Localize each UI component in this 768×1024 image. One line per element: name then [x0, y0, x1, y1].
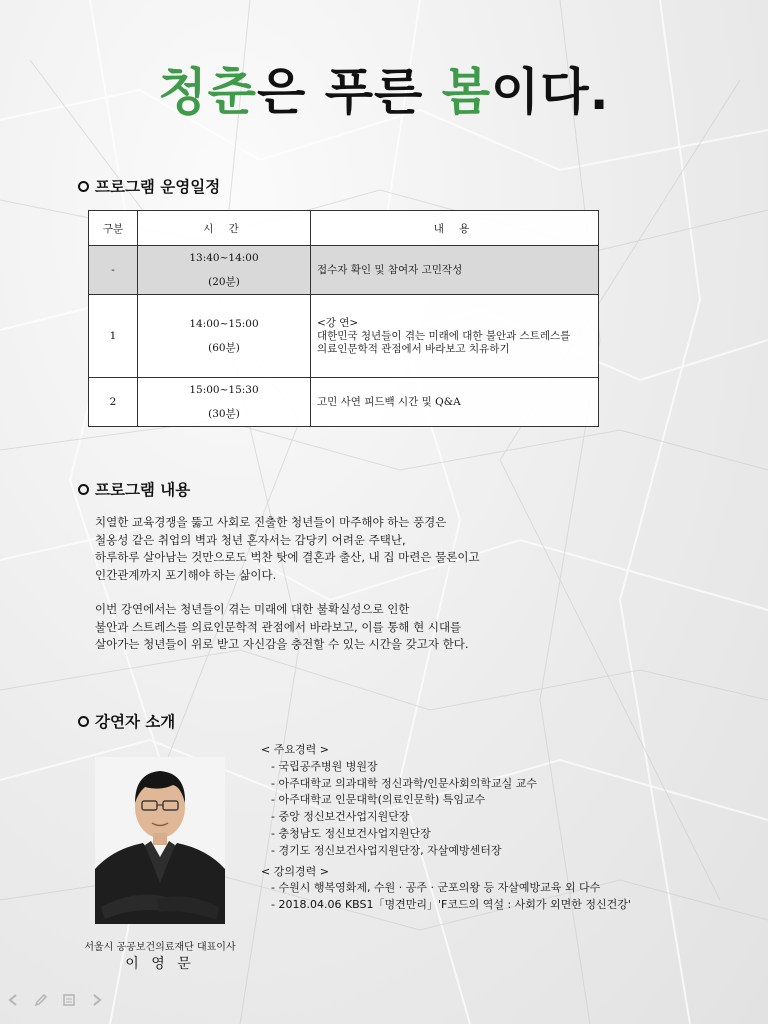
row-time	[138, 378, 311, 427]
list-item: - 국립공주병원 병원장	[271, 759, 378, 773]
row-duration: (30분)	[208, 408, 240, 420]
table-header-row	[89, 211, 599, 246]
content-heading-text: 프로그램 내용	[95, 481, 191, 499]
row-number: -	[89, 246, 138, 295]
title-part-2: 은 푸른	[256, 63, 442, 121]
table-row	[89, 378, 599, 427]
list-item: - 충청남도 정신보건사업지원단장	[271, 826, 431, 840]
row-time-range: 14:00~15:00	[189, 318, 259, 330]
row-content-line: 의료인문학적 관점에서 바라보고 치유하기	[317, 342, 510, 355]
description-line: 인간관계까지 포기해야 하는 삶이다.	[95, 567, 277, 582]
speaker-photo	[95, 757, 225, 924]
table-row	[89, 295, 599, 378]
row-time	[138, 295, 311, 378]
description-paragraph-1	[95, 514, 615, 584]
menu-icon[interactable]	[62, 992, 76, 1006]
career-list	[261, 759, 761, 860]
row-number: 1	[89, 295, 138, 378]
title-part-4: 이다.	[491, 63, 610, 121]
speaker-heading	[78, 710, 175, 732]
description-line: 치열한 교육경쟁을 뚫고 사회로 진출한 청년들이 마주해야 하는 풍경은	[95, 515, 447, 529]
slide-next-icon[interactable]	[90, 992, 104, 1006]
row-content-line: <강 연>	[317, 316, 359, 329]
circle-bullet-icon	[78, 484, 89, 495]
header-content: 내 용	[311, 211, 599, 246]
row-content	[311, 295, 599, 378]
header-category: 구분	[89, 211, 138, 246]
career-heading: < 주요경력 >	[261, 743, 329, 756]
schedule-table	[88, 210, 599, 427]
schedule-heading	[78, 175, 220, 197]
row-time-range: 13:40~14:00	[189, 252, 259, 264]
circle-bullet-icon	[78, 716, 89, 727]
row-content	[311, 378, 599, 427]
description-line: 불안과 스트레스를 의료인문학적 관점에서 바라보고, 이를 통해 현 시대를	[95, 619, 462, 634]
row-content	[311, 246, 599, 295]
row-number: 2	[89, 378, 138, 427]
speaker-heading-text: 강연자 소개	[95, 713, 176, 731]
pen-icon[interactable]	[34, 992, 48, 1006]
list-item: - 2018.04.06 KBS1「명견만리」'F코드의 역설 : 사회가 외면한 정신건강'	[271, 898, 631, 912]
description-paragraph-2	[95, 601, 615, 654]
row-time	[138, 246, 311, 295]
row-content-line: 고민 사연 피드백 시간 및 Q&A	[317, 395, 461, 408]
content-heading	[78, 478, 190, 500]
row-duration: (20분)	[208, 276, 240, 288]
page-title	[0, 52, 768, 124]
description-line: 철옹성 같은 취업의 벽과 청년 혼자서는 감당키 어려운 주택난,	[95, 532, 406, 547]
speaker-career	[261, 742, 761, 914]
row-time-range: 15:00~15:30	[189, 384, 259, 396]
schedule-heading-text: 프로그램 운영일정	[95, 178, 221, 196]
description-line: 이번 강연에서는 청년들이 겪는 미래에 대한 불확실성으로 인한	[95, 602, 410, 616]
speaker-organization: 서울시 공공보건의료재단 대표이사	[84, 942, 236, 953]
lecture-heading: < 강의경력 >	[261, 864, 329, 878]
header-time: 시 간	[138, 211, 311, 246]
slideshow-toolbar	[6, 992, 104, 1006]
list-item: - 아주대학교 의과대학 정신과학/인문사회의학교실 교수	[271, 776, 538, 790]
title-part-3: 봄	[441, 63, 492, 121]
list-item: - 수원시 행복영화제, 수원 · 공주 · 군포의왕 등 자살예방교육 외 다수	[271, 881, 601, 895]
description-line: 살아가는 청년들이 위로 받고 자신감을 충전할 수 있는 시간을 갖고자 한다.	[95, 637, 469, 651]
program-description	[95, 514, 615, 671]
row-duration: (60분)	[208, 342, 240, 354]
slide-prev-icon[interactable]	[6, 992, 20, 1006]
description-line: 하루하루 살아남는 것만으로도 벅찬 탓에 결혼과 출산, 내 집 마련은 물론이고	[95, 550, 480, 564]
lecture-list	[261, 880, 761, 914]
row-content-line: 접수자 확인 및 참여자 고민작성	[317, 263, 463, 276]
list-item: - 중앙 정신보건사업지원단장	[271, 810, 410, 824]
list-item: - 아주대학교 인문대학(의료인문학) 특임교수	[271, 793, 486, 807]
speaker-name: 이 영 문	[125, 956, 195, 972]
title-part-1: 청춘	[158, 63, 257, 121]
list-item: - 경기도 정신보건사업지원단장, 자살예방센터장	[271, 843, 502, 857]
table-row	[89, 246, 599, 295]
row-content-line: 대한민국 청년들이 겪는 미래에 대한 불안과 스트레스를	[317, 329, 571, 342]
speaker-portrait-icon	[95, 757, 225, 924]
circle-bullet-icon	[78, 181, 89, 192]
